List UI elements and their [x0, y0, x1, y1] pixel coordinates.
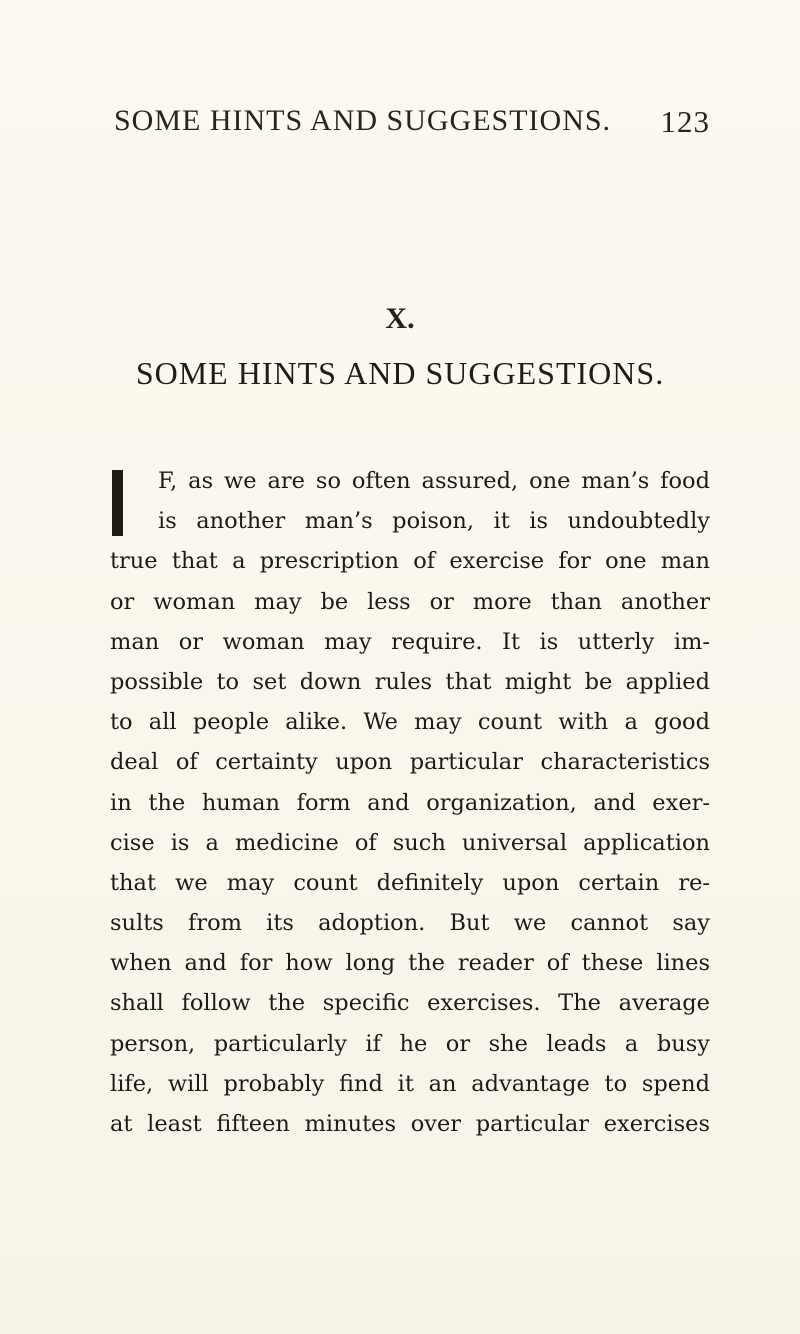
page-number: 123 — [660, 104, 710, 139]
running-title: SOME HINTS AND SUGGESTIONS. — [114, 104, 612, 137]
text-line: cise is a medicine of such universal application — [110, 829, 710, 856]
body-paragraph — [110, 461, 710, 1144]
text-line: true that a prescription of exercise for one man — [110, 548, 710, 575]
text-line: person, particularly if he or she leads a busy — [110, 1030, 710, 1057]
text-line: sults from its adoption. But we cannot say — [110, 910, 710, 937]
running-head — [110, 104, 710, 144]
text-line: in the human form and organization, and exer- — [110, 789, 710, 816]
text-line: life, will probably find it an advantage to spend — [110, 1070, 710, 1097]
chapter-number: X. — [385, 302, 415, 335]
text-line: deal of certainty upon particular characteristics — [110, 749, 710, 776]
text-line: possible to set down rules that might be applied — [110, 668, 710, 695]
text-line: at least fifteen minutes over particular exercises — [110, 1111, 710, 1137]
text-line: or woman may be less or more than another — [110, 588, 710, 615]
text-line: F, as we are so often assured, one man’s food — [158, 468, 710, 494]
text-line: shall follow the specific exercises. The average — [110, 990, 710, 1017]
text-line: is another man’s poison, it is undoubtedly — [158, 508, 710, 535]
text-line: man or woman may require. It is utterly im- — [110, 628, 710, 655]
text-line: that we may count definitely upon certain re- — [110, 869, 710, 896]
text-line: to all people alike. We may count with a good — [110, 709, 710, 736]
chapter-title: SOME HINTS AND SUGGESTIONS. — [135, 355, 665, 391]
text-line: when and for how long the reader of these lines — [110, 950, 710, 977]
